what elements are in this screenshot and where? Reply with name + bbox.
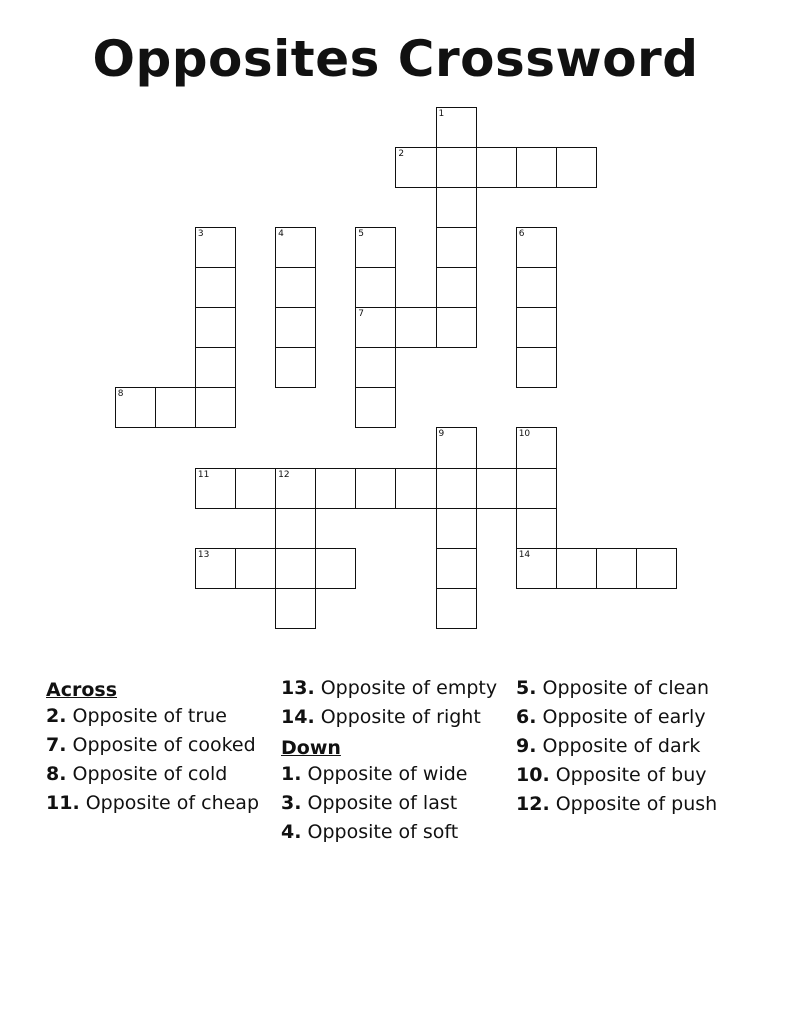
grid-cell[interactable]	[355, 307, 396, 348]
clue-number: 10	[518, 429, 531, 440]
grid-cell[interactable]	[275, 227, 316, 268]
grid-cell[interactable]	[355, 227, 396, 268]
clue-number: 4	[278, 228, 284, 239]
grid-cell[interactable]	[355, 468, 396, 509]
clue-number: 3	[197, 228, 204, 239]
clue-down-10: 10. Opposite of buy	[516, 764, 707, 786]
grid-cell[interactable]	[516, 508, 557, 549]
clue-across-14: 14. Opposite of right	[281, 706, 481, 728]
grid-cell[interactable]	[436, 427, 477, 468]
grid-cell[interactable]	[516, 347, 557, 388]
grid-cell[interactable]	[436, 588, 477, 629]
grid-cell[interactable]	[115, 387, 156, 428]
clue-across-2: 2. Opposite of true	[46, 705, 227, 727]
grid-cell[interactable]	[436, 107, 477, 148]
clue-column-3	[516, 678, 741, 823]
clue-list	[0, 678, 791, 978]
grid-cell[interactable]	[636, 548, 677, 589]
grid-cell[interactable]	[436, 227, 477, 268]
grid-cell[interactable]	[315, 548, 356, 589]
clue-down-3: 3. Opposite of last	[281, 792, 458, 814]
grid-cell[interactable]	[395, 468, 436, 509]
grid-cell[interactable]	[355, 387, 396, 428]
grid-cell[interactable]	[516, 227, 557, 268]
grid-cell[interactable]	[476, 468, 517, 509]
clue-down-12: 12. Opposite of push	[516, 793, 718, 815]
grid-cell[interactable]	[436, 508, 477, 549]
clue-number: 14	[518, 549, 531, 560]
clue-column-2	[281, 678, 506, 851]
clue-number: 9	[438, 429, 445, 440]
clue-number: 12	[278, 469, 290, 480]
clue-across-11: 11. Opposite of cheap	[46, 792, 260, 814]
grid-cell[interactable]	[195, 267, 236, 308]
clue-number: 6	[518, 228, 525, 239]
grid-cell[interactable]	[355, 347, 396, 388]
clue-number: 8	[117, 389, 124, 400]
clue-number: 7	[358, 309, 365, 320]
grid-cell[interactable]	[195, 227, 236, 268]
grid-cell[interactable]	[395, 147, 436, 188]
clue-number: 13	[197, 549, 210, 560]
grid-cell[interactable]	[195, 387, 236, 428]
grid-cell[interactable]	[275, 588, 316, 629]
grid-cell[interactable]	[275, 267, 316, 308]
grid-cell[interactable]	[516, 548, 557, 589]
clue-across-7: 7. Opposite of cooked	[46, 734, 256, 756]
grid-cell[interactable]	[436, 468, 477, 509]
grid-cell[interactable]	[195, 307, 236, 348]
grid-cell[interactable]	[516, 147, 557, 188]
clue-down-5: 5. Opposite of clean	[516, 677, 710, 699]
clue-down-4: 4. Opposite of soft	[281, 821, 459, 843]
grid-cell[interactable]	[436, 147, 477, 188]
grid-cell[interactable]	[235, 548, 276, 589]
grid-cell[interactable]	[275, 548, 316, 589]
grid-cell[interactable]	[556, 548, 597, 589]
grid-cell[interactable]	[556, 147, 597, 188]
grid-cell[interactable]	[195, 548, 236, 589]
grid-cell[interactable]	[516, 427, 557, 468]
grid-cell[interactable]	[516, 307, 557, 348]
grid-cell[interactable]	[275, 347, 316, 388]
grid-cell[interactable]	[436, 548, 477, 589]
grid-cell[interactable]	[436, 267, 477, 308]
clue-number: 1	[438, 108, 445, 119]
grid-cell[interactable]	[516, 267, 557, 308]
grid-cell[interactable]	[436, 187, 477, 228]
page-title: Opposites Crossword	[92, 30, 699, 88]
clue-across-13: 13. Opposite of empty	[281, 677, 498, 699]
grid-cell[interactable]	[476, 147, 517, 188]
clue-across-8: 8. Opposite of cold	[46, 763, 228, 785]
across-heading: Across	[46, 679, 118, 701]
grid-cell[interactable]	[516, 468, 557, 509]
clue-down-9: 9. Opposite of dark	[516, 735, 701, 757]
grid-cell[interactable]	[235, 468, 276, 509]
grid-cell[interactable]	[155, 387, 196, 428]
grid-cell[interactable]	[195, 347, 236, 388]
grid-cell[interactable]	[436, 307, 477, 348]
grid-cell[interactable]	[275, 508, 316, 549]
grid-cell[interactable]	[395, 307, 436, 348]
clue-column-1	[46, 678, 271, 822]
grid-cell[interactable]	[275, 307, 316, 348]
down-heading: Down	[281, 737, 341, 759]
grid-cell[interactable]	[275, 468, 316, 509]
grid-cell[interactable]	[596, 548, 637, 589]
clue-number: 11	[197, 469, 210, 480]
clue-number: 2	[398, 148, 405, 159]
grid-cell[interactable]	[315, 468, 356, 509]
clue-down-6: 6. Opposite of early	[516, 706, 706, 728]
clue-down-1: 1. Opposite of wide	[281, 763, 468, 785]
grid-cell[interactable]	[195, 468, 236, 509]
clue-number: 5	[358, 228, 365, 239]
grid-cell[interactable]	[355, 267, 396, 308]
